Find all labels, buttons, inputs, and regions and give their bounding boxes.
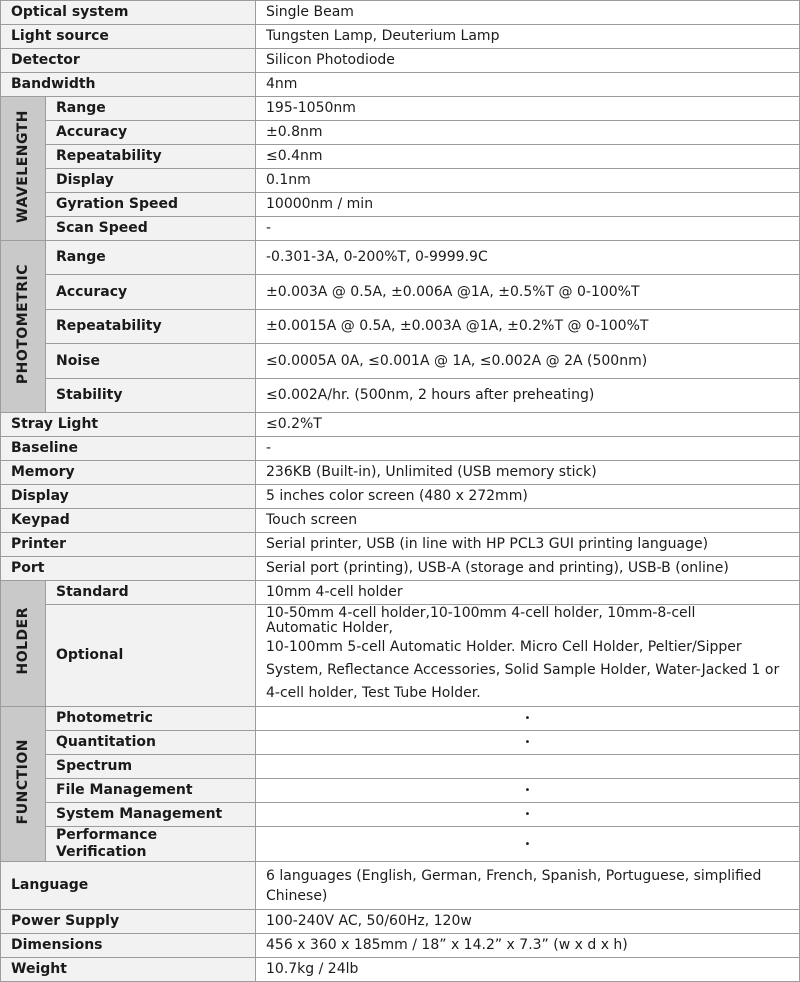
table-row bbox=[1, 581, 800, 605]
table-row bbox=[1, 958, 800, 982]
spec-label: Power Supply bbox=[1, 910, 256, 934]
spec-value: 236KB (Built-in), Unlimited (USB memory stick) bbox=[256, 461, 800, 485]
table-row bbox=[1, 803, 800, 827]
table-row bbox=[1, 779, 800, 803]
spec-value: Touch screen bbox=[256, 509, 800, 533]
spec-value: ≤0.4nm bbox=[256, 145, 800, 169]
group-label: WAVELENGTH bbox=[14, 109, 31, 223]
group-label: FUNCTION bbox=[14, 738, 31, 825]
table-row bbox=[1, 379, 800, 413]
spec-value: Silicon Photodiode bbox=[256, 49, 800, 73]
bullet-mark: • bbox=[256, 731, 800, 755]
spec-label: Accuracy bbox=[46, 121, 256, 145]
spec-label: Stray Light bbox=[1, 413, 256, 437]
spec-value: 5 inches color screen (480 x 272mm) bbox=[256, 485, 800, 509]
bullet-mark bbox=[256, 755, 800, 779]
table-row bbox=[1, 413, 800, 437]
spec-value: Serial printer, USB (in line with HP PCL3 GUI printing language) bbox=[256, 533, 800, 557]
table-row bbox=[1, 97, 800, 121]
spec-value: 10000nm / min bbox=[256, 193, 800, 217]
spec-label: Light source bbox=[1, 25, 256, 49]
spec-label: Port bbox=[1, 557, 256, 581]
table-row bbox=[1, 217, 800, 241]
table-row bbox=[1, 145, 800, 169]
spec-value: - bbox=[256, 437, 800, 461]
spec-label: Repeatability bbox=[46, 310, 256, 344]
spec-value bbox=[256, 605, 800, 707]
group-wavelength bbox=[1, 97, 46, 241]
spec-label: Noise bbox=[46, 344, 256, 379]
table-row bbox=[1, 241, 800, 275]
spec-label: Bandwidth bbox=[1, 73, 256, 97]
spec-label: Quantitation bbox=[46, 731, 256, 755]
spec-label: Gyration Speed bbox=[46, 193, 256, 217]
spec-label: Spectrum bbox=[46, 755, 256, 779]
spec-label: Display bbox=[46, 169, 256, 193]
group-holder bbox=[1, 581, 46, 707]
spec-value: Single Beam bbox=[256, 1, 800, 25]
optional-line: Automatic Holder, bbox=[266, 620, 393, 636]
table-row bbox=[1, 485, 800, 509]
spec-label: Scan Speed bbox=[46, 217, 256, 241]
spec-label: Standard bbox=[46, 581, 256, 605]
table-row bbox=[1, 755, 800, 779]
group-photometric bbox=[1, 241, 46, 413]
spec-value: Tungsten Lamp, Deuterium Lamp bbox=[256, 25, 800, 49]
table-row bbox=[1, 533, 800, 557]
spec-value: 10.7kg / 24lb bbox=[256, 958, 800, 982]
table-row bbox=[1, 169, 800, 193]
table-row bbox=[1, 509, 800, 533]
spec-label: Language bbox=[1, 862, 256, 910]
group-label: PHOTOMETRIC bbox=[14, 263, 31, 385]
table-row bbox=[1, 934, 800, 958]
table-row bbox=[1, 121, 800, 145]
spec-value: ±0.8nm bbox=[256, 121, 800, 145]
spec-label: Stability bbox=[46, 379, 256, 413]
spec-value: 100-240V AC, 50/60Hz, 120w bbox=[256, 910, 800, 934]
spec-label: Repeatability bbox=[46, 145, 256, 169]
bullet-mark: • bbox=[256, 803, 800, 827]
spec-label: Display bbox=[1, 485, 256, 509]
table-row bbox=[1, 25, 800, 49]
optional-line: 10-50mm 4-cell holder,10-100mm 4-cell holder, 10mm-8-cell bbox=[266, 605, 696, 621]
table-row bbox=[1, 827, 800, 862]
group-label: HOLDER bbox=[14, 607, 31, 675]
spec-label: Baseline bbox=[1, 437, 256, 461]
spec-value: - bbox=[256, 217, 800, 241]
spec-value: 456 x 360 x 185mm / 18” x 14.2” x 7.3” (w x d x h) bbox=[256, 934, 800, 958]
table-row bbox=[1, 461, 800, 485]
spec-label: Range bbox=[46, 97, 256, 121]
spec-value: 0.1nm bbox=[256, 169, 800, 193]
spec-label: Photometric bbox=[46, 707, 256, 731]
spec-label: Weight bbox=[1, 958, 256, 982]
spec-value: ±0.0015A @ 0.5A, ±0.003A @1A, ±0.2%T @ 0-100%T bbox=[256, 310, 800, 344]
spec-value: 195-1050nm bbox=[256, 97, 800, 121]
table-row bbox=[1, 310, 800, 344]
spec-value: Serial port (printing), USB-A (storage and printing), USB-B (online) bbox=[256, 557, 800, 581]
table-row bbox=[1, 731, 800, 755]
spec-value: -0.301-3A, 0-200%T, 0-9999.9C bbox=[256, 241, 800, 275]
table-row bbox=[1, 275, 800, 310]
table-row bbox=[1, 193, 800, 217]
table-row bbox=[1, 49, 800, 73]
table-row bbox=[1, 862, 800, 910]
spec-label: Range bbox=[46, 241, 256, 275]
table-row bbox=[1, 73, 800, 97]
table-row bbox=[1, 557, 800, 581]
spec-label: Dimensions bbox=[1, 934, 256, 958]
table-row bbox=[1, 437, 800, 461]
spec-label: Optical system bbox=[1, 1, 256, 25]
optional-line: 10-100mm 5-cell Automatic Holder. Micro Cell Holder, Peltier/Sipper System, Reflectance Accessories, Solid Sample Holder, Water-Jacked 1 or 4-cell holder, Test Tube Holder. bbox=[266, 639, 780, 701]
spec-label: Optional bbox=[46, 605, 256, 707]
bullet-mark: • bbox=[256, 827, 800, 862]
spec-label: Memory bbox=[1, 461, 256, 485]
spec-label: Performance Verification bbox=[46, 827, 256, 862]
spec-value: 6 languages (English, German, French, Spanish, Portuguese, simplified Chinese) bbox=[256, 862, 800, 910]
table-row bbox=[1, 1, 800, 25]
spec-label: Keypad bbox=[1, 509, 256, 533]
spec-value: 10mm 4-cell holder bbox=[256, 581, 800, 605]
spec-value: ≤0.0005A 0A, ≤0.001A @ 1A, ≤0.002A @ 2A (500nm) bbox=[256, 344, 800, 379]
spec-value: ≤0.002A/hr. (500nm, 2 hours after preheating) bbox=[256, 379, 800, 413]
spec-label: Accuracy bbox=[46, 275, 256, 310]
table-row bbox=[1, 605, 800, 707]
spec-label: Printer bbox=[1, 533, 256, 557]
bullet-mark: • bbox=[256, 707, 800, 731]
table-row bbox=[1, 344, 800, 379]
spec-label: System Management bbox=[46, 803, 256, 827]
bullet-mark: • bbox=[256, 779, 800, 803]
table-row bbox=[1, 910, 800, 934]
spec-value: 4nm bbox=[256, 73, 800, 97]
group-function bbox=[1, 707, 46, 862]
spec-label: File Management bbox=[46, 779, 256, 803]
spec-value: ±0.003A @ 0.5A, ±0.006A @1A, ±0.5%T @ 0-100%T bbox=[256, 275, 800, 310]
table-row bbox=[1, 707, 800, 731]
spec-label: Detector bbox=[1, 49, 256, 73]
spec-value: ≤0.2%T bbox=[256, 413, 800, 437]
